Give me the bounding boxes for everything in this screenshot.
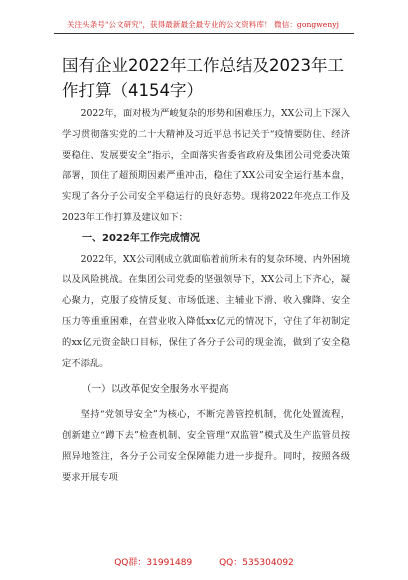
footer-qq: QQ：535304092: [219, 558, 294, 568]
footer-contact: [0, 557, 408, 569]
section-heading-1: 一、2022年工作完成情况: [82, 232, 200, 244]
subsection-1-paragraph: 坚持“党领导安全”为核心，不断完善管控机制，优化处置流程，创新建立“蹲下去”检查机制、安全管理“双监管”模式及生产监管员按照异地签注，各分子公司安全保障能力进一步提升。同时，按照各级要求开展专项: [62, 409, 350, 483]
footer-qq-group: QQ群：31991489: [114, 558, 193, 568]
subsection-heading-1: （一）以改革促安全服务水平提高: [81, 384, 229, 396]
document-title: 国有企业2022年工作总结及2023年工作打算（4154字）: [62, 56, 344, 100]
header-divider: [54, 33, 354, 34]
intro-paragraph: 2022年，面对极为严峻复杂的形势和困难压力，XX公司上下深入学习贯彻落实党的二十大精神及习近平总书记关于“疫情要防住、经济要稳住、发展要安全”指示，全面落实省委省政府及集团公司党委决策部署，顶住了超预期因素严重冲击，稳住了XX公司安全运行基本盘，实现了各分子公司安全平稳运行的良好态势。现将2022年亮点工作及2023年工作打算及建议如下：: [62, 108, 350, 223]
top-banner: 关注头条号"公文研究"，获得最新最全最专业的公文资料库！ 微信：gongwenyj: [66, 20, 340, 29]
section-1-paragraph: 2022年，XX公司刚成立就面临着前所未有的复杂环境、内外困境以及风险挑战。在集团公司党委的坚强领导下，XX公司上下齐心，凝心聚力，克服了疫情反复、市场低迷、主辅业下滑、收入骤降、安全压力等重重困难，在营业收入降低xx亿元的情况下，守住了年初制定的xx亿元资金缺口目标，保住了各分子公司的现金流，做到了安全稳定不添乱。: [62, 253, 350, 369]
document-body: [62, 104, 350, 488]
